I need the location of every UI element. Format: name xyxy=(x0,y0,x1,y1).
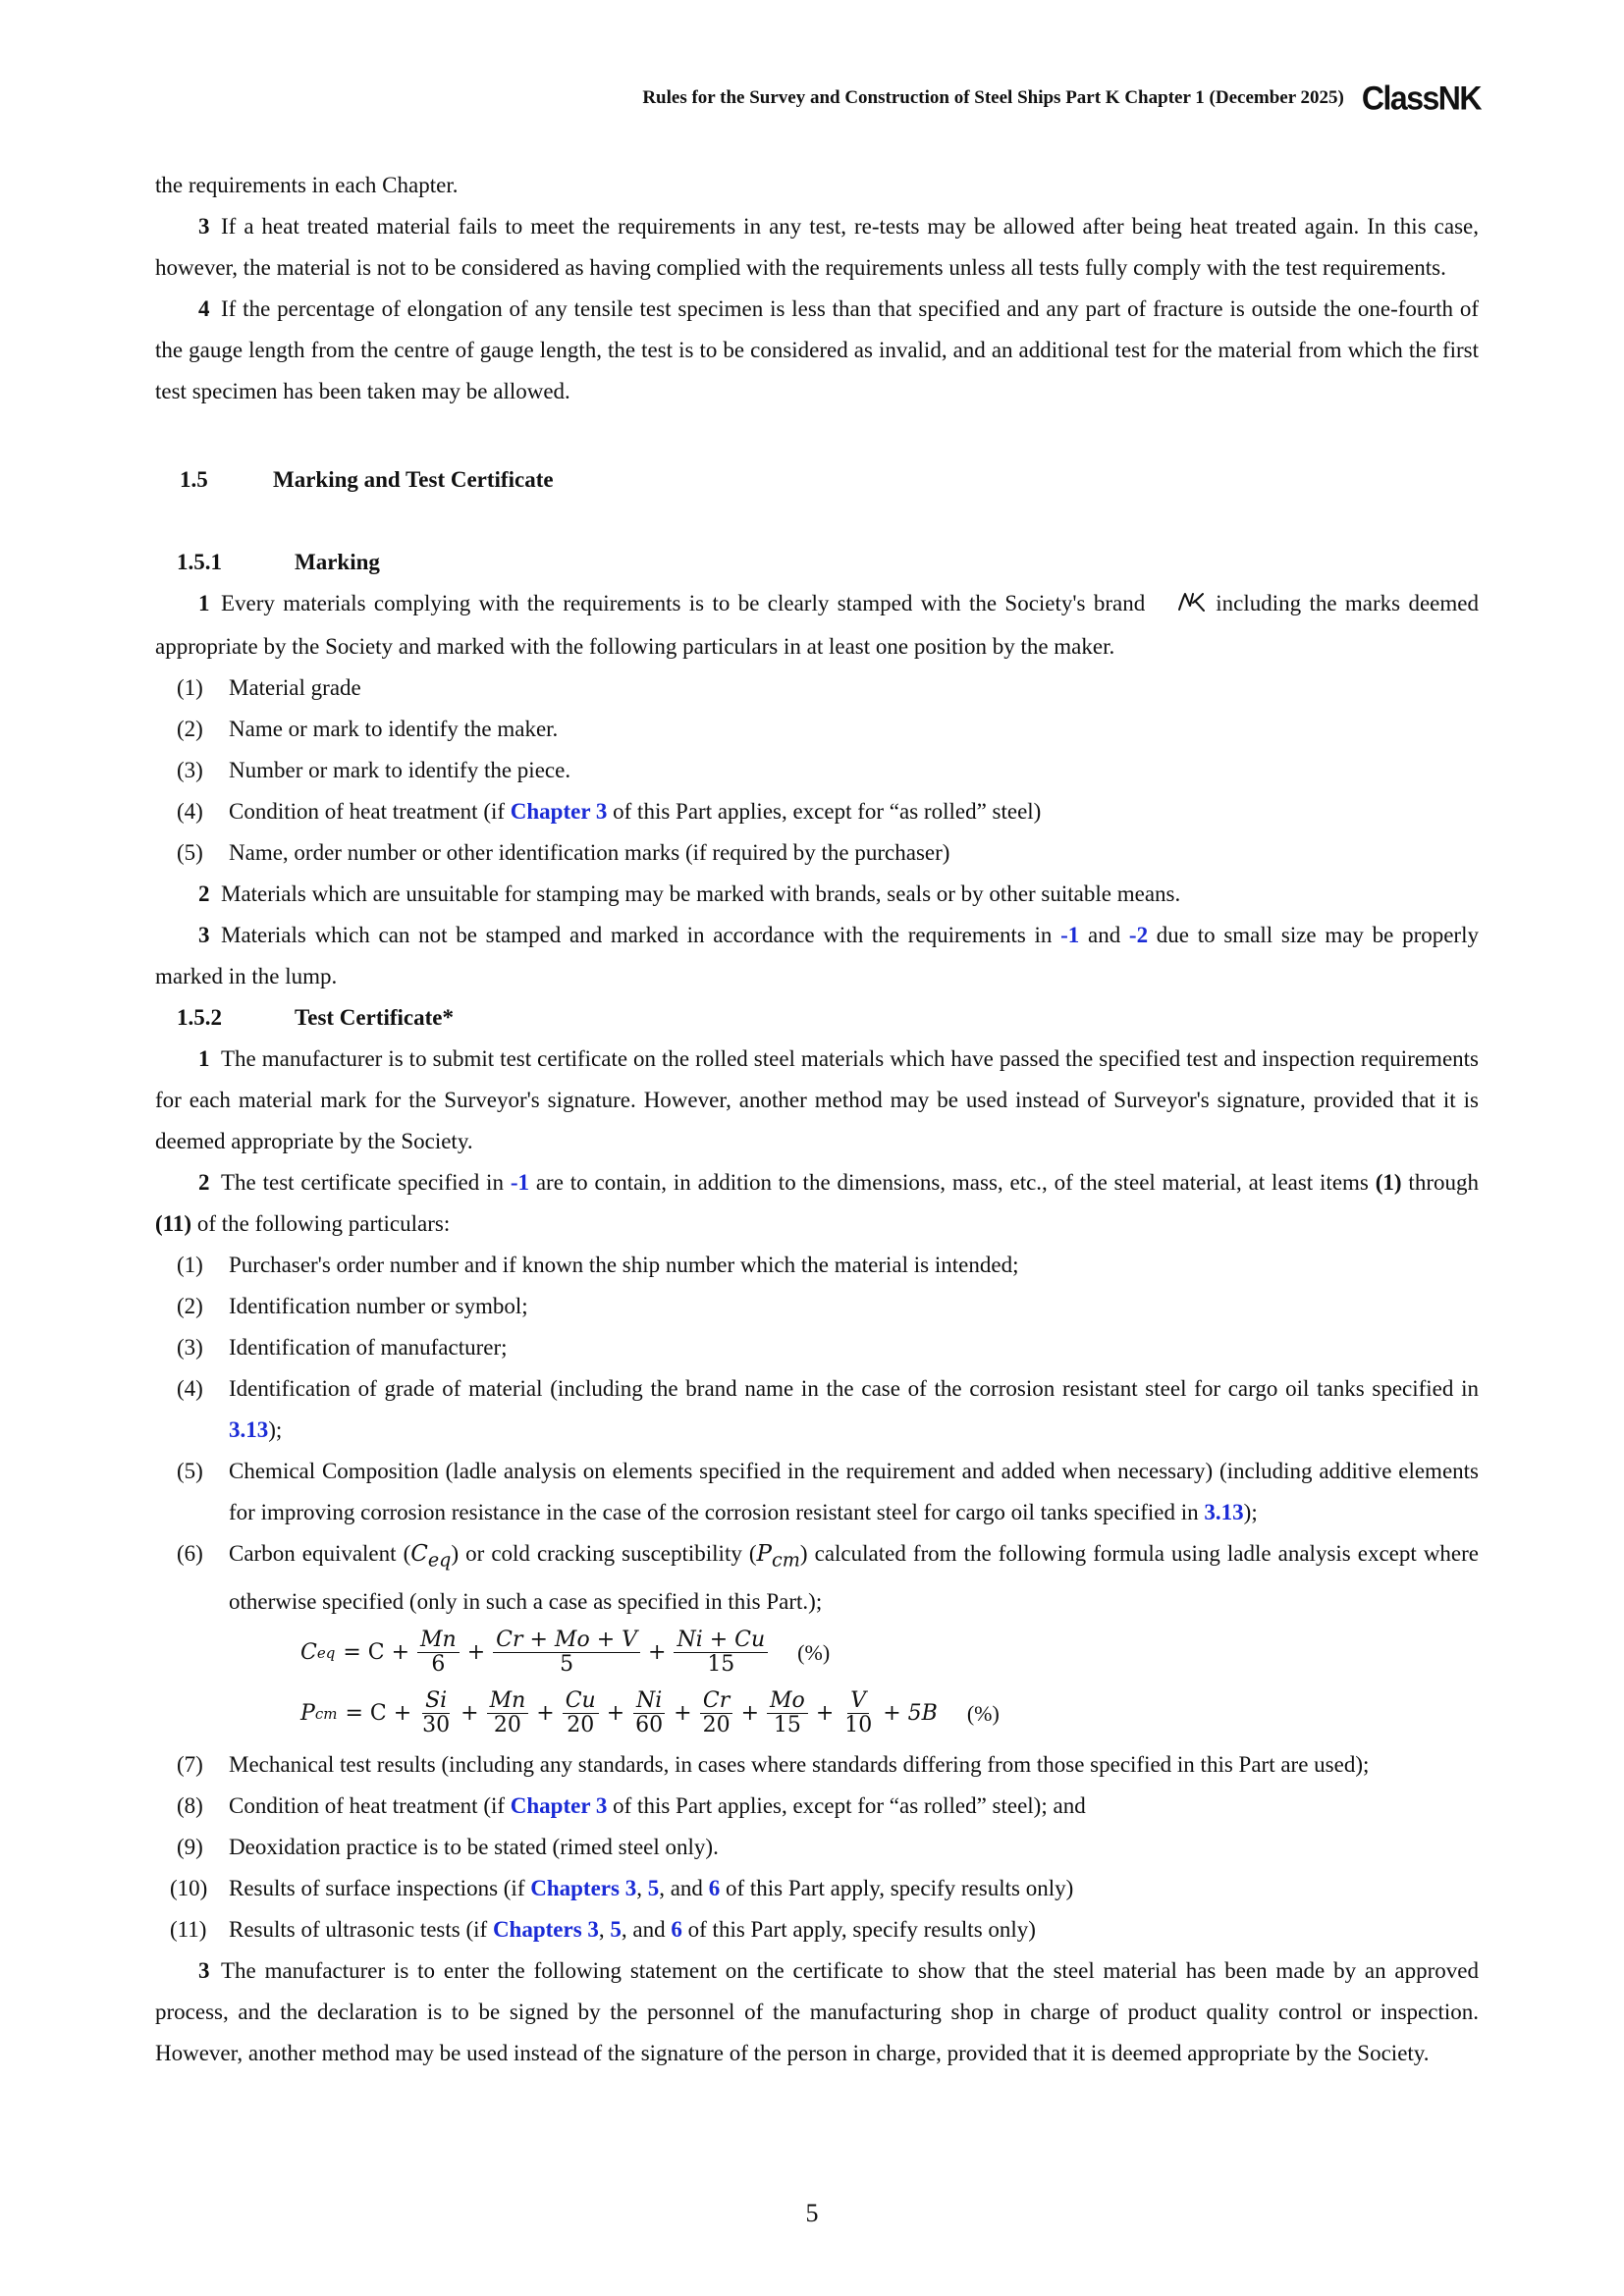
marking-paragraph-2: 2 Materials which are unsuitable for stamping may be marked with brands, seals or by other suitable means. xyxy=(155,874,1479,915)
list-item: (4) Identification of grade of material (including the brand name in the case of the corrosion resistant steel for cargo oil tanks specified in 3.13); xyxy=(177,1376,1479,1442)
list-item: (2) Name or mark to identify the maker. xyxy=(177,717,559,741)
list-item: (7) Mechanical test results (including any standards, in cases where standards differing from those specified in this Part are used); xyxy=(177,1751,1370,1777)
section-heading xyxy=(155,459,1479,501)
certificate-paragraph-1: 1 The manufacturer is to submit test certificate on the rolled steel materials which have passed the specified test and inspection requirements for each material mark for the Surveyor's signature. However, another method may be used instead of Surveyor's signature, provided that it is deemed appropriate by the Society. xyxy=(155,1039,1479,1162)
nk-brand-icon xyxy=(1155,585,1206,626)
list-item: (5) Name, order number or other identification marks (if required by the purchaser) xyxy=(177,840,950,865)
header-title: Rules for the Survey and Construction of Steel Ships Part K Chapter 1 (December 2025) xyxy=(642,87,1344,108)
section-number: 1.5 xyxy=(180,467,208,492)
certificate-paragraph-3: 3 The manufacturer is to enter the following statement on the certificate to show that the steel material has been made by an approved process, and the declaration is to be signed by the personnel of the manufacturing shop in charge of product quality control or inspection. However, another method may be used instead of the signature of the person in charge, provided that it is deemed appropriate by the Society. xyxy=(155,1950,1479,2074)
subsection-title: Marking xyxy=(295,550,380,574)
marking-paragraph-1: 1 Every materials complying with the requirements is to be clearly stamped with the Society's brand including the marks deemed appropriate by the Society and marked with the following particulars in at least one position by the maker. xyxy=(155,583,1479,667)
chapter-3-link[interactable]: Chapter 3 xyxy=(510,799,608,824)
section-title: Marking and Test Certificate xyxy=(273,467,554,492)
list-item: (3) Number or mark to identify the piece. xyxy=(177,758,571,782)
carbon-equivalent-formula: C eq = C + $\frac{Mn}{6}$ + $\frac{Cr + Mo + V}{5}$ + $\frac{Ni + Cu}{15}$ (%) xyxy=(300,1628,831,1678)
page-header xyxy=(642,77,1481,120)
paragraph-number: 2 xyxy=(198,881,210,906)
list-item: (10) Results of surface inspections (if Chapters 3, 5, and 6 of this Part apply, specify results only) xyxy=(170,1875,1074,1900)
list-item: (6) Carbon equivalent $(C_{eq})$ or cold cracking susceptibility $(P_{cm})$ calculated from the following formula using ladle analysis except where otherwise specified (only in such a case as specified in this Part.); xyxy=(177,1541,1479,1614)
paragraph-1-4-4: 4 If the percentage of elongation of any tensile test specimen is less than that specified and any part of fracture is outside the one-fourth of the gauge length from the centre of gauge length, the test is to be considered as invalid, and an additional test for the material from which the first test specimen has been taken may be allowed. xyxy=(155,289,1479,412)
ref-2-link[interactable]: -2 xyxy=(1128,923,1149,947)
paragraph-number: 3 xyxy=(198,923,210,947)
page-number: 5 xyxy=(805,2199,819,2227)
ref-1-link[interactable]: -1 xyxy=(1060,923,1080,947)
chapter-6-link[interactable]: 6 xyxy=(708,1875,721,1900)
list-item: (3) Identification of manufacturer; xyxy=(177,1335,508,1360)
list-item: (1) Material grade xyxy=(177,675,361,700)
subsection-title: Test Certificate* xyxy=(295,1005,454,1030)
section-3-13-link[interactable]: 3.13 xyxy=(1204,1500,1244,1524)
certificate-paragraph-2: 2 The test certificate specified in -1 are to contain, in addition to the dimensions, mass, etc., of the steel material, at least items (1) through (11) of the following particulars: xyxy=(155,1162,1479,1245)
paragraph-number: 4 xyxy=(198,296,210,321)
continuation-text: the requirements in each Chapter. xyxy=(155,173,459,197)
list-item: (9) Deoxidation practice is to be stated (rimed steel only). xyxy=(177,1834,719,1859)
chapter-5-link[interactable]: 5 xyxy=(647,1875,660,1900)
cold-cracking-formula: P cm = C + $\frac{Si}{30}$ + $\frac{Mn}{20}$ + $\frac{Cu}{20}$ + $\frac{Ni}{60}$ + $\frac{Cr}{20}$ + $\frac{Mo}{15}$ + $\frac{V}{10}$ + 5B (%) xyxy=(300,1688,1000,1738)
paragraph-number: 3 xyxy=(198,1957,210,1983)
chapter-5-link[interactable]: 5 xyxy=(610,1916,622,1942)
list-item: (8) Condition of heat treatment (if Chapter 3 of this Part applies, except for “as rolled” steel); and xyxy=(177,1792,1086,1818)
marking-paragraph-3: 3 Materials which can not be stamped and marked in accordance with the requirements in -1 and -2 due to small size may be properly marked in the lump. xyxy=(155,915,1479,997)
subsection-heading-certificate xyxy=(155,997,1479,1039)
paragraph-number: 2 xyxy=(198,1170,210,1195)
document-body xyxy=(155,165,1479,2074)
paragraph-number: 1 xyxy=(198,591,210,615)
paragraph-number: 3 xyxy=(198,214,210,239)
ref-1-link[interactable]: -1 xyxy=(510,1170,529,1195)
classnk-logo: ClassNK xyxy=(1361,79,1481,117)
chapter-3-link[interactable]: Chapters 3 xyxy=(530,1875,637,1900)
list-item: (5) Chemical Composition (ladle analysis on elements specified in the requirement and added when necessary) (including additive elements for improving corrosion resistance in the case of the corrosion resistant steel for cargo oil tanks specified in 3.13); xyxy=(177,1459,1479,1524)
subsection-number: 1.5.2 xyxy=(177,1005,222,1030)
subsection-heading-marking xyxy=(155,542,1479,583)
list-item: (2) Identification number or symbol; xyxy=(177,1294,528,1318)
chapter-3-link[interactable]: Chapter 3 xyxy=(510,1792,608,1818)
chapter-6-link[interactable]: 6 xyxy=(671,1916,682,1942)
list-item: (11) Results of ultrasonic tests (if Chapters 3, 5, and 6 of this Part apply, specify results only) xyxy=(170,1916,1036,1942)
paragraph-number: 1 xyxy=(198,1046,210,1071)
paragraph-1-4-3: 3 If a heat treated material fails to meet the requirements in any test, re-tests may be allowed after being heat treated again. In this case, however, the material is not to be considered as having complied with the requirements unless all tests fully comply with the test requirements. xyxy=(155,206,1479,289)
section-3-13-link[interactable]: 3.13 xyxy=(229,1417,269,1442)
list-item: (4) Condition of heat treatment (if Chapter 3 of this Part applies, except for “as rolled” steel) xyxy=(177,799,1042,824)
chapter-3-link[interactable]: Chapters 3 xyxy=(492,1916,599,1942)
subsection-number: 1.5.1 xyxy=(177,550,222,574)
list-item: (1) Purchaser's order number and if known the ship number which the material is intended; xyxy=(177,1253,1019,1277)
